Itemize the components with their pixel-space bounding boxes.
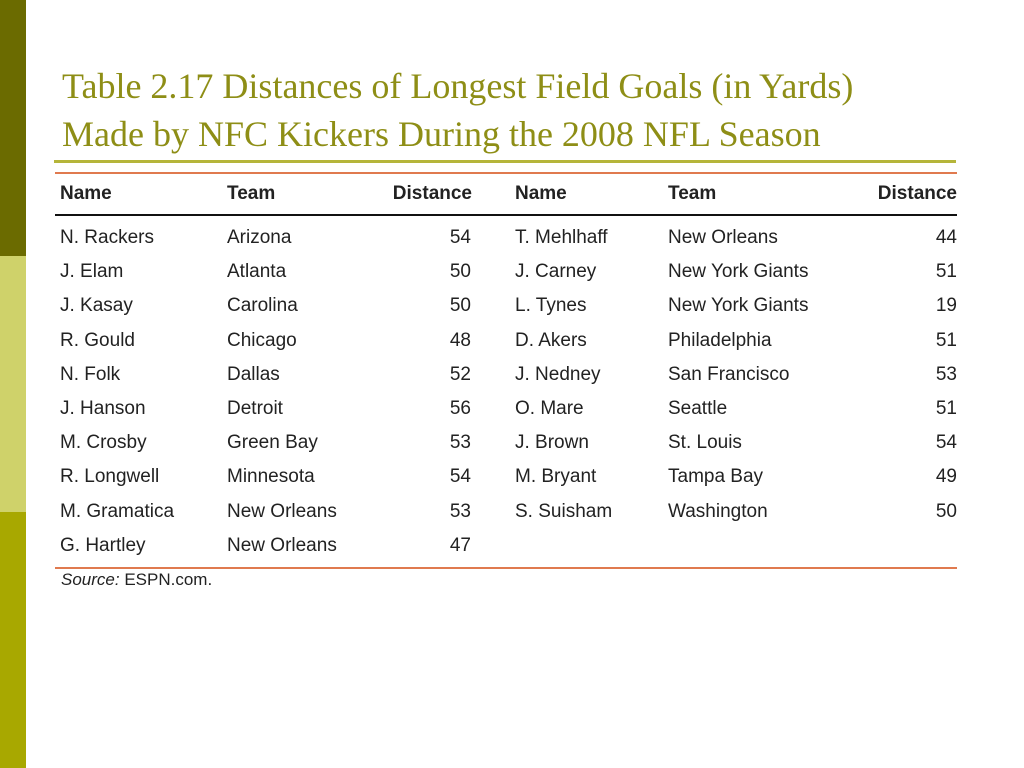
header-team-left: Team <box>227 183 276 204</box>
table-row <box>55 426 957 460</box>
kicker-name-right: J. Carney <box>515 261 597 283</box>
header-name-right: Name <box>515 183 567 204</box>
source-note <box>61 570 212 590</box>
team-right: New York Giants <box>668 261 809 283</box>
team-right: New Orleans <box>668 227 778 248</box>
header-team-right: Team <box>668 183 717 204</box>
title-line-1: Table 2.17 Distances of Longest Field Goals (in Yards) <box>62 66 854 106</box>
kicker-name-left: G. Hartley <box>60 534 146 556</box>
distance-left: 54 <box>449 466 471 488</box>
kicker-name-right: M. Bryant <box>515 466 597 488</box>
table-row <box>55 392 957 426</box>
table-row <box>55 529 957 563</box>
distance-left: 50 <box>449 295 471 317</box>
distance-left: 53 <box>449 432 471 454</box>
table-row <box>55 495 957 529</box>
team-left: New Orleans <box>227 500 337 522</box>
kicker-name-right: L. Tynes <box>515 295 587 317</box>
kicker-name-left: J. Hanson <box>60 397 146 419</box>
kicker-name-left: M. Gramatica <box>60 500 175 522</box>
distance-right: 53 <box>935 363 957 385</box>
kicker-name-right: O. Mare <box>515 397 584 419</box>
team-left: Green Bay <box>227 432 318 454</box>
distance-right: 49 <box>935 466 957 488</box>
slide-title <box>62 62 962 158</box>
distance-left: 54 <box>449 227 471 248</box>
sidebar-segment-mid <box>0 512 26 768</box>
team-right: Washington <box>668 500 768 522</box>
source-label: Source: <box>61 570 120 589</box>
kicker-name-left: M. Crosby <box>60 432 147 454</box>
table-bottom-rule <box>55 567 957 569</box>
team-left: Atlanta <box>227 261 287 283</box>
source-value: ESPN.com. <box>119 570 213 589</box>
distance-right: 54 <box>935 432 957 454</box>
distance-right: 44 <box>935 227 957 248</box>
team-left: Dallas <box>227 363 280 385</box>
distance-right: 51 <box>935 329 957 351</box>
table-body <box>55 216 957 567</box>
kicker-name-left: J. Kasay <box>60 295 133 317</box>
header-name-left: Name <box>60 183 112 204</box>
kicker-name-right: J. Nedney <box>515 363 601 385</box>
sidebar-accent <box>0 0 26 768</box>
team-left: Minnesota <box>227 466 315 488</box>
kicker-name-right: S. Suisham <box>515 500 613 522</box>
distance-right: 51 <box>935 397 957 419</box>
kicker-name-left: R. Longwell <box>60 466 160 488</box>
distance-right: 51 <box>935 261 957 283</box>
team-right: Philadelphia <box>668 329 772 351</box>
team-right: Seattle <box>668 397 728 419</box>
data-table <box>55 172 957 569</box>
distance-left: 47 <box>449 534 471 556</box>
team-left: Chicago <box>227 329 297 351</box>
distance-left: 48 <box>449 329 471 351</box>
distance-left: 52 <box>449 363 471 385</box>
kicker-name-left: R. Gould <box>60 329 135 351</box>
team-left: Detroit <box>227 397 283 419</box>
distance-left: 53 <box>449 500 471 522</box>
team-right: San Francisco <box>668 363 790 385</box>
kicker-name-right: T. Mehlhaff <box>515 227 608 248</box>
table-row <box>55 255 957 289</box>
kicker-name-right: D. Akers <box>515 329 587 351</box>
table-row <box>55 324 957 358</box>
team-left: Arizona <box>227 227 292 248</box>
title-divider <box>54 160 956 163</box>
distance-right: 19 <box>935 295 957 317</box>
distance-right: 50 <box>935 500 957 522</box>
kicker-name-right: J. Brown <box>515 432 589 454</box>
table-row <box>55 289 957 323</box>
sidebar-segment-light <box>0 256 26 512</box>
kicker-name-left: N. Rackers <box>60 227 154 248</box>
table-row <box>55 358 957 392</box>
table-row <box>55 221 957 255</box>
distance-left: 50 <box>449 261 471 283</box>
kicker-name-left: N. Folk <box>60 363 121 385</box>
title-line-2: Made by NFC Kickers During the 2008 NFL Season <box>62 114 821 154</box>
team-left: Carolina <box>227 295 298 317</box>
team-right: Tampa Bay <box>668 466 764 488</box>
sidebar-segment-dark <box>0 0 26 256</box>
table-row <box>55 460 957 494</box>
kicker-name-left: J. Elam <box>60 261 124 283</box>
team-right: New York Giants <box>668 295 809 317</box>
header-distance-left: Distance <box>392 183 472 204</box>
header-distance-right: Distance <box>877 183 957 204</box>
table-header-row <box>55 174 957 214</box>
distance-left: 56 <box>449 397 471 419</box>
team-left: New Orleans <box>227 534 337 556</box>
team-right: St. Louis <box>668 432 742 454</box>
